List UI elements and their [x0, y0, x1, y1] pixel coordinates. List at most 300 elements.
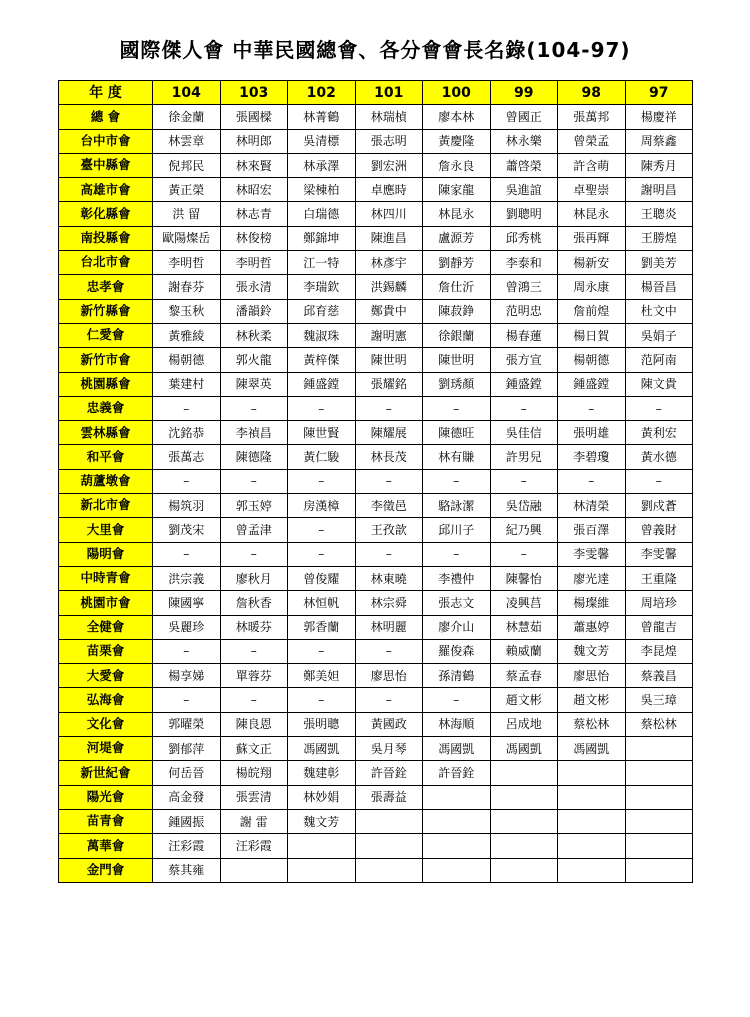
president-name-cell: 王勝煌 [625, 226, 693, 250]
president-name-cell: 黃慶隆 [423, 129, 491, 153]
president-name-cell: 洪宗義 [153, 566, 221, 590]
president-name-cell: – [625, 396, 693, 420]
president-name-cell: 劉宏洲 [355, 153, 423, 177]
president-name-cell: 王重隆 [625, 566, 693, 590]
president-name-cell: 林慧茹 [490, 615, 558, 639]
president-name-cell: 陳文貴 [625, 372, 693, 396]
president-name-cell: 陳世明 [423, 348, 491, 372]
president-name-cell: 林妙娟 [288, 785, 356, 809]
president-name-cell: 林承澤 [288, 153, 356, 177]
president-name-cell: 劉聰明 [490, 202, 558, 226]
president-name-cell: 李禮仲 [423, 566, 491, 590]
president-name-cell: 謝明憲 [355, 323, 423, 347]
president-name-cell: 吳岱融 [490, 494, 558, 518]
header-year: 99 [490, 81, 558, 105]
president-name-cell: 李明哲 [220, 251, 288, 275]
president-name-cell: 李昆煌 [625, 639, 693, 663]
president-name-cell: 蔡松林 [625, 712, 693, 736]
president-name-cell: 吳娟子 [625, 323, 693, 347]
branch-name-cell: 仁愛會 [59, 323, 153, 347]
president-name-cell: – [220, 469, 288, 493]
president-name-cell [558, 834, 626, 858]
president-name-cell: 張再輝 [558, 226, 626, 250]
president-name-cell: 陳菽錚 [423, 299, 491, 323]
president-name-cell: 張百澤 [558, 518, 626, 542]
president-name-cell: 蘇文正 [220, 737, 288, 761]
table-row [59, 858, 693, 882]
president-name-cell: – [153, 542, 221, 566]
president-name-cell: 盧源芳 [423, 226, 491, 250]
branch-name-cell: 台北市會 [59, 251, 153, 275]
president-name-cell: – [288, 688, 356, 712]
president-name-cell: 林清榮 [558, 494, 626, 518]
header-year: 102 [288, 81, 356, 105]
president-name-cell: 馮國凱 [288, 737, 356, 761]
president-name-cell: 林昆永 [558, 202, 626, 226]
president-name-cell: 謝 雷 [220, 809, 288, 833]
president-name-cell: 張壽益 [355, 785, 423, 809]
president-name-cell: 鍾盛鏜 [490, 372, 558, 396]
president-name-cell: 范明忠 [490, 299, 558, 323]
president-name-cell: 吳進誼 [490, 178, 558, 202]
president-name-cell: 陳秀月 [625, 153, 693, 177]
branch-name-cell: 南投縣會 [59, 226, 153, 250]
table-row [59, 469, 693, 493]
president-name-cell: – [288, 469, 356, 493]
president-name-cell: 楊日賀 [558, 323, 626, 347]
president-name-cell: 范阿南 [625, 348, 693, 372]
header-year: 104 [153, 81, 221, 105]
president-name-cell [625, 785, 693, 809]
branch-name-cell: 金門會 [59, 858, 153, 882]
president-name-cell: 楊筑羽 [153, 494, 221, 518]
president-name-cell: 吳月琴 [355, 737, 423, 761]
president-name-cell: 張國樑 [220, 105, 288, 129]
president-name-cell: 蔡孟春 [490, 664, 558, 688]
president-name-cell: 李碧瓊 [558, 445, 626, 469]
president-name-cell: 魏文芳 [558, 639, 626, 663]
president-name-cell: 葉建村 [153, 372, 221, 396]
table-row [59, 591, 693, 615]
president-name-cell: 鍾國振 [153, 809, 221, 833]
branch-name-cell: 河堤會 [59, 737, 153, 761]
president-name-cell: 蔡義昌 [625, 664, 693, 688]
president-name-cell: 陳良恩 [220, 712, 288, 736]
branch-name-cell: 中時青會 [59, 566, 153, 590]
president-name-cell: 邱川子 [423, 518, 491, 542]
branch-name-cell: 全健會 [59, 615, 153, 639]
table-row [59, 639, 693, 663]
president-name-cell: 吳麗珍 [153, 615, 221, 639]
president-name-cell: 徐金蘭 [153, 105, 221, 129]
branch-name-cell: 新北市會 [59, 494, 153, 518]
header-year: 98 [558, 81, 626, 105]
president-name-cell: 馮國凱 [423, 737, 491, 761]
president-name-cell: 張志文 [423, 591, 491, 615]
president-name-cell [288, 834, 356, 858]
branch-name-cell: 陽光會 [59, 785, 153, 809]
president-name-cell: 單蓉芬 [220, 664, 288, 688]
president-name-cell: 楊朝德 [153, 348, 221, 372]
president-name-cell: 林瑞楨 [355, 105, 423, 129]
president-name-cell: 馮國凱 [558, 737, 626, 761]
table-row [59, 323, 693, 347]
president-name-cell: 陳德旺 [423, 421, 491, 445]
president-name-cell: 林雲章 [153, 129, 221, 153]
president-name-cell: 張萬志 [153, 445, 221, 469]
president-name-cell: 魏淑珠 [288, 323, 356, 347]
president-name-cell: 黃雅綾 [153, 323, 221, 347]
table-row [59, 809, 693, 833]
table-row [59, 664, 693, 688]
president-name-cell: 郭玉婷 [220, 494, 288, 518]
branch-name-cell: 桃園縣會 [59, 372, 153, 396]
president-name-cell: 吳三璋 [625, 688, 693, 712]
president-name-cell: 楊晉昌 [625, 275, 693, 299]
president-name-cell: 李徵邑 [355, 494, 423, 518]
president-name-cell: – [220, 396, 288, 420]
table-row [59, 396, 693, 420]
president-name-cell: 楊新安 [558, 251, 626, 275]
president-name-cell: 黎玉秋 [153, 299, 221, 323]
president-name-cell: 林來賢 [220, 153, 288, 177]
branch-name-cell: 萬華會 [59, 834, 153, 858]
president-name-cell: 陳世明 [355, 348, 423, 372]
president-name-cell [220, 858, 288, 882]
president-name-cell: 林四川 [355, 202, 423, 226]
president-name-cell: – [153, 639, 221, 663]
president-name-cell: – [220, 639, 288, 663]
president-name-cell: 曾龍吉 [625, 615, 693, 639]
president-name-cell: 林有賺 [423, 445, 491, 469]
president-name-cell: 林海順 [423, 712, 491, 736]
president-name-cell: – [490, 396, 558, 420]
president-name-cell: 林明郎 [220, 129, 288, 153]
president-name-cell: – [288, 396, 356, 420]
president-name-cell: 趙文彬 [490, 688, 558, 712]
president-name-cell: 劉琇顏 [423, 372, 491, 396]
president-name-cell: 吳佳信 [490, 421, 558, 445]
branch-name-cell: 大里會 [59, 518, 153, 542]
table-row [59, 372, 693, 396]
branch-name-cell: 高雄市會 [59, 178, 153, 202]
table-row [59, 275, 693, 299]
president-name-cell: 曾義財 [625, 518, 693, 542]
president-name-cell: 曾孟津 [220, 518, 288, 542]
president-name-cell: 周培珍 [625, 591, 693, 615]
president-name-cell: 張方宣 [490, 348, 558, 372]
president-name-cell: 陳馨怡 [490, 566, 558, 590]
table-row [59, 712, 693, 736]
branch-name-cell: 弘海會 [59, 688, 153, 712]
president-name-cell [558, 858, 626, 882]
president-name-cell: 陳家龍 [423, 178, 491, 202]
president-name-cell: 詹秋香 [220, 591, 288, 615]
president-name-cell: 黃利宏 [625, 421, 693, 445]
president-name-cell: 洪錫麟 [355, 275, 423, 299]
president-name-cell: 李禎昌 [220, 421, 288, 445]
president-name-cell: 曾鴻三 [490, 275, 558, 299]
president-name-cell: 王孜歆 [355, 518, 423, 542]
president-name-cell [423, 809, 491, 833]
table-row [59, 761, 693, 785]
header-year: 100 [423, 81, 491, 105]
president-name-cell: 汪彩霞 [153, 834, 221, 858]
president-name-cell: 林昭宏 [220, 178, 288, 202]
president-name-cell [625, 858, 693, 882]
president-name-cell: 孫清鶴 [423, 664, 491, 688]
president-roster-table [58, 80, 693, 883]
president-name-cell: 謝春芬 [153, 275, 221, 299]
president-name-cell [355, 834, 423, 858]
president-name-cell: 許晉銓 [355, 761, 423, 785]
branch-name-cell: 苗青會 [59, 809, 153, 833]
president-name-cell: 張明聰 [288, 712, 356, 736]
president-name-cell [558, 761, 626, 785]
president-name-cell: 潘韻鈴 [220, 299, 288, 323]
president-name-cell [625, 761, 693, 785]
president-name-cell: 高金發 [153, 785, 221, 809]
table-row [59, 421, 693, 445]
president-name-cell: 林恒帆 [288, 591, 356, 615]
president-name-cell: 詹仕沂 [423, 275, 491, 299]
president-name-cell: 林永樂 [490, 129, 558, 153]
president-name-cell: 劉郁萍 [153, 737, 221, 761]
branch-name-cell: 彰化縣會 [59, 202, 153, 226]
president-name-cell [625, 737, 693, 761]
president-name-cell: 曾榮孟 [558, 129, 626, 153]
header-year: 103 [220, 81, 288, 105]
president-name-cell [355, 809, 423, 833]
branch-name-cell: 和平會 [59, 445, 153, 469]
table-row [59, 688, 693, 712]
branch-name-cell: 台中市會 [59, 129, 153, 153]
table-row [59, 202, 693, 226]
table-row [59, 129, 693, 153]
president-name-cell: 黃水德 [625, 445, 693, 469]
president-name-cell [558, 785, 626, 809]
president-name-cell: 陳德隆 [220, 445, 288, 469]
president-name-cell: 林宗舜 [355, 591, 423, 615]
president-name-cell: – [288, 542, 356, 566]
president-name-cell: 陳翠英 [220, 372, 288, 396]
president-name-cell: 倪邦民 [153, 153, 221, 177]
president-name-cell: 楊璨維 [558, 591, 626, 615]
president-name-cell: 紀乃興 [490, 518, 558, 542]
president-name-cell: 林俊榜 [220, 226, 288, 250]
president-name-cell: – [423, 688, 491, 712]
table-row [59, 566, 693, 590]
president-name-cell: 周蔡鑫 [625, 129, 693, 153]
president-name-cell: 鍾盛鏜 [558, 372, 626, 396]
president-name-cell: 李泰和 [490, 251, 558, 275]
president-name-cell: 廖秋月 [220, 566, 288, 590]
branch-name-cell: 新竹縣會 [59, 299, 153, 323]
president-name-cell: 郭香蘭 [288, 615, 356, 639]
president-name-cell: 許男兒 [490, 445, 558, 469]
president-name-cell: 蕭啓榮 [490, 153, 558, 177]
president-name-cell [490, 785, 558, 809]
president-name-cell: 杜文中 [625, 299, 693, 323]
table-row [59, 348, 693, 372]
president-name-cell: 李雯馨 [558, 542, 626, 566]
president-name-cell: 許含萌 [558, 153, 626, 177]
president-name-cell: 鄭貴中 [355, 299, 423, 323]
president-name-cell: 廖思怡 [355, 664, 423, 688]
president-name-cell: 凌興莒 [490, 591, 558, 615]
president-name-cell: 林菁鶴 [288, 105, 356, 129]
header-year-label: 年 度 [59, 81, 153, 105]
president-name-cell: 沈銘恭 [153, 421, 221, 445]
president-name-cell: 羅俊森 [423, 639, 491, 663]
branch-name-cell: 大愛會 [59, 664, 153, 688]
header-year: 97 [625, 81, 693, 105]
president-name-cell: – [153, 688, 221, 712]
president-name-cell [423, 858, 491, 882]
president-name-cell: – [355, 542, 423, 566]
branch-name-cell: 葫蘆墩會 [59, 469, 153, 493]
president-name-cell [423, 785, 491, 809]
table-row [59, 834, 693, 858]
president-name-cell [490, 834, 558, 858]
branch-name-cell: 新竹市會 [59, 348, 153, 372]
table-row [59, 251, 693, 275]
table-row [59, 737, 693, 761]
president-name-cell: 廖思怡 [558, 664, 626, 688]
president-name-cell [490, 761, 558, 785]
president-name-cell [558, 809, 626, 833]
table-row [59, 445, 693, 469]
table-row [59, 105, 693, 129]
president-name-cell: 李雯馨 [625, 542, 693, 566]
president-name-cell: 楊享娣 [153, 664, 221, 688]
table-row [59, 494, 693, 518]
president-name-cell: 許晉銓 [423, 761, 491, 785]
president-name-cell: 蕭惠婷 [558, 615, 626, 639]
president-name-cell: – [355, 469, 423, 493]
president-name-cell: 鄭錦坤 [288, 226, 356, 250]
president-name-cell: 陳國寧 [153, 591, 221, 615]
president-name-cell [490, 858, 558, 882]
president-name-cell: 蔡其雍 [153, 858, 221, 882]
president-name-cell: 卓聖崇 [558, 178, 626, 202]
president-name-cell: 黃梓傑 [288, 348, 356, 372]
president-name-cell: 王聰炎 [625, 202, 693, 226]
president-name-cell [423, 834, 491, 858]
president-name-cell: 魏文芳 [288, 809, 356, 833]
president-name-cell: 邱秀桃 [490, 226, 558, 250]
president-name-cell: 劉靜芳 [423, 251, 491, 275]
table-header [59, 81, 693, 105]
president-name-cell [288, 858, 356, 882]
president-name-cell: – [153, 396, 221, 420]
table-row [59, 299, 693, 323]
president-name-cell: – [423, 396, 491, 420]
branch-name-cell: 苗栗會 [59, 639, 153, 663]
president-name-cell: 劉美芳 [625, 251, 693, 275]
president-name-cell: 楊春蓮 [490, 323, 558, 347]
president-name-cell [490, 809, 558, 833]
president-name-cell: 謝明昌 [625, 178, 693, 202]
president-name-cell: 林暖芬 [220, 615, 288, 639]
header-year: 101 [355, 81, 423, 105]
president-name-cell: 張永清 [220, 275, 288, 299]
president-name-cell: 李瑞欽 [288, 275, 356, 299]
president-name-cell: 陳世賢 [288, 421, 356, 445]
president-name-cell: 林長茂 [355, 445, 423, 469]
president-name-cell: 邱育慈 [288, 299, 356, 323]
president-name-cell: – [288, 518, 356, 542]
header-row [59, 81, 693, 105]
president-name-cell: 郭曜榮 [153, 712, 221, 736]
president-name-cell: 汪彩霞 [220, 834, 288, 858]
president-name-cell [355, 858, 423, 882]
page-title: 國際傑人會 中華民國總會、各分會會長名錄(104-97) [119, 38, 631, 62]
president-name-cell: – [625, 469, 693, 493]
president-name-cell: 林秋柔 [220, 323, 288, 347]
president-name-cell: 陳耀展 [355, 421, 423, 445]
president-name-cell: – [220, 688, 288, 712]
president-name-cell: 梁棟柏 [288, 178, 356, 202]
president-name-cell: 徐銀蘭 [423, 323, 491, 347]
table-row [59, 178, 693, 202]
president-name-cell: 張雲清 [220, 785, 288, 809]
president-name-cell: 呂成地 [490, 712, 558, 736]
president-name-cell: 詹前煌 [558, 299, 626, 323]
president-name-cell: 劉茂宋 [153, 518, 221, 542]
president-name-cell: – [355, 688, 423, 712]
table-row [59, 615, 693, 639]
president-name-cell: 楊慶祥 [625, 105, 693, 129]
president-name-cell: 房漢樟 [288, 494, 356, 518]
president-name-cell: 駱詠潔 [423, 494, 491, 518]
president-name-cell: 趙文彬 [558, 688, 626, 712]
branch-name-cell: 陽明會 [59, 542, 153, 566]
president-name-cell: 黃國政 [355, 712, 423, 736]
branch-name-cell: 忠義會 [59, 396, 153, 420]
president-name-cell: – [355, 639, 423, 663]
president-name-cell: 張萬邦 [558, 105, 626, 129]
president-name-cell: – [490, 469, 558, 493]
branch-name-cell: 文化會 [59, 712, 153, 736]
president-name-cell [625, 834, 693, 858]
president-name-cell: 郭火龍 [220, 348, 288, 372]
president-name-cell: 吳清標 [288, 129, 356, 153]
president-name-cell: 洪 留 [153, 202, 221, 226]
branch-name-cell: 雲林縣會 [59, 421, 153, 445]
president-name-cell: 廖本林 [423, 105, 491, 129]
president-name-cell: – [558, 396, 626, 420]
president-name-cell [625, 809, 693, 833]
president-name-cell: 張耀銘 [355, 372, 423, 396]
branch-name-cell: 忠孝會 [59, 275, 153, 299]
president-name-cell: 鄭美妲 [288, 664, 356, 688]
branch-name-cell: 總 會 [59, 105, 153, 129]
president-name-cell: 張明雄 [558, 421, 626, 445]
table-body [59, 105, 693, 883]
president-name-cell: 劉戍蒼 [625, 494, 693, 518]
president-name-cell: 李明哲 [153, 251, 221, 275]
president-name-cell: 黃仁駿 [288, 445, 356, 469]
president-name-cell: – [423, 469, 491, 493]
president-name-cell: – [220, 542, 288, 566]
president-name-cell: 魏建彰 [288, 761, 356, 785]
president-name-cell: – [355, 396, 423, 420]
president-name-cell: – [423, 542, 491, 566]
president-name-cell: 林志青 [220, 202, 288, 226]
president-name-cell: 林昆永 [423, 202, 491, 226]
president-name-cell: 黃正榮 [153, 178, 221, 202]
